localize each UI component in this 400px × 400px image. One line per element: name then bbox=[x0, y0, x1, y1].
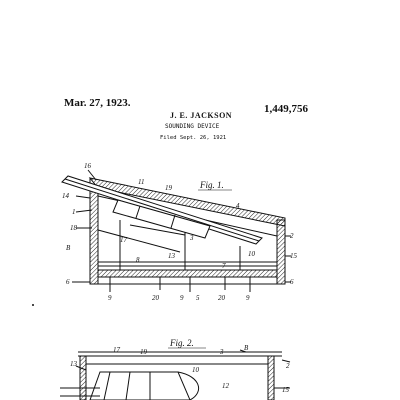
ref-numeral: 12 bbox=[222, 382, 229, 390]
ref-numeral: 19 bbox=[165, 184, 172, 192]
figure-2 bbox=[60, 350, 290, 400]
ref-numeral: 13 bbox=[70, 360, 77, 368]
ref-numeral: 5 bbox=[196, 294, 200, 302]
ref-numeral: 20 bbox=[152, 294, 159, 302]
ref-numeral: 18 bbox=[70, 224, 77, 232]
ref-numeral: 3 bbox=[220, 348, 224, 356]
ref-numeral: 17 bbox=[113, 346, 120, 354]
ref-numeral: 8 bbox=[136, 256, 140, 264]
ref-numeral: 19 bbox=[140, 348, 147, 356]
ref-numeral: 14 bbox=[62, 192, 69, 200]
ref-numeral: 11 bbox=[138, 178, 145, 186]
ref-numeral: 17 bbox=[120, 236, 127, 244]
patent-title: SOUNDING DEVICE bbox=[165, 123, 220, 130]
ref-numeral: 10 bbox=[192, 366, 199, 374]
ref-numeral: 4 bbox=[236, 202, 240, 210]
ref-numeral: 15 bbox=[290, 252, 297, 260]
ref-numeral: 10 bbox=[248, 250, 255, 258]
patent-number: 1,449,756 bbox=[264, 103, 308, 115]
ref-numeral: 3 bbox=[190, 234, 194, 242]
ref-numeral: 20 bbox=[218, 294, 225, 302]
ref-numeral: 9 bbox=[108, 294, 112, 302]
stray-mark bbox=[32, 304, 34, 306]
ref-numeral: 9 bbox=[246, 294, 250, 302]
patent-date: Mar. 27, 1923. bbox=[64, 97, 131, 109]
ref-numeral: 2 bbox=[286, 362, 290, 370]
ref-numeral: 6 bbox=[290, 278, 294, 286]
figure-2-label: Fig. 2. bbox=[170, 338, 194, 348]
figure-1 bbox=[62, 170, 291, 292]
ref-numeral: 2 bbox=[290, 232, 294, 240]
ref-numeral: B bbox=[244, 344, 249, 352]
ref-numeral: 13 bbox=[168, 252, 175, 260]
ref-numeral: 7 bbox=[222, 262, 226, 270]
ref-numeral: 6 bbox=[66, 278, 70, 286]
ref-numeral: 16 bbox=[84, 162, 91, 170]
inventor-name: J. E. JACKSON bbox=[170, 111, 233, 120]
ref-numeral: 1 bbox=[72, 208, 76, 216]
figure-1-label: Fig. 1. bbox=[200, 180, 224, 190]
filed-date: Filed Sept. 26, 1921 bbox=[160, 135, 227, 141]
ref-numeral: 15 bbox=[282, 386, 289, 394]
ref-numeral: B bbox=[66, 244, 71, 252]
ref-numeral: 9 bbox=[180, 294, 184, 302]
